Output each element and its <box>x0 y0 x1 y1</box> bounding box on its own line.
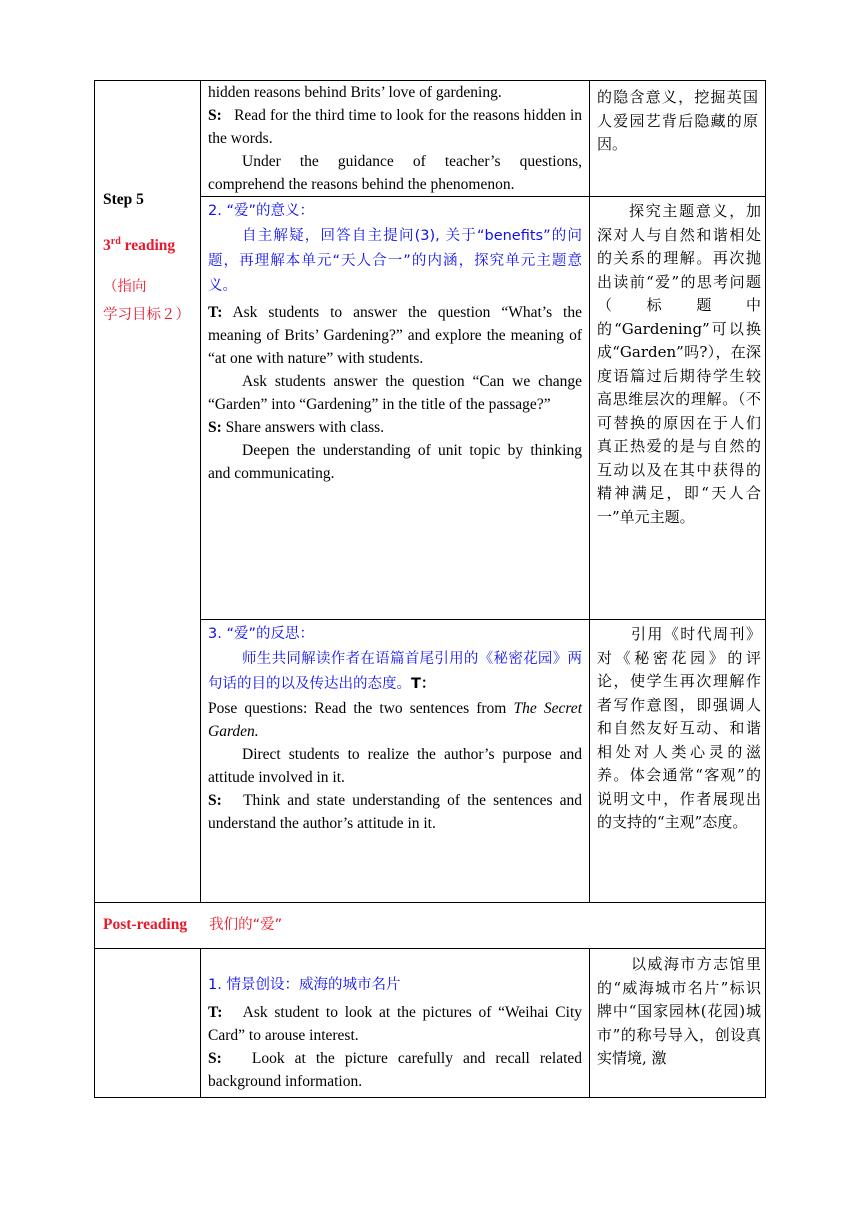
block3-teacher-activity: Pose questions: Read the two sentences from The Secret Garden. <box>208 700 582 740</box>
table-border-bottom <box>94 1097 766 1098</box>
post-reading-label: Post-reading <box>103 916 188 933</box>
step-label: Step 5 <box>103 191 144 208</box>
table-border-right <box>765 80 766 1098</box>
block3-content <box>208 622 582 835</box>
block3-teacher-label: T： <box>411 676 436 692</box>
block1-content <box>208 81 582 196</box>
row-divider-1 <box>200 196 766 197</box>
block2-student-activity: S: Share answers with class. <box>208 419 385 436</box>
block1-note: 的隐含意义，挖掘英国人爱园艺背后隐藏的原因。 <box>597 88 758 153</box>
block4-heading: 1. 情景创设：威海的城市名片 <box>208 977 401 993</box>
step-label-cell <box>103 188 198 327</box>
table-border-left <box>94 80 95 1098</box>
block3-note: 引用《时代周刊》对《秘密花园》的评论，使学生再次理解作者写作意图，即强调人和自然友好互动、和谐相处对人类心灵的滋养。体会通常“客观”的说明文中，作者展现出的支持的“主观”态度。 <box>597 625 761 831</box>
block2-teacher-activity-2: Ask students answer the question “Can we change “Garden” into “Gardening” in the title of the passage?” <box>208 373 582 413</box>
col-divider-2b <box>589 948 590 1098</box>
col-divider-1b <box>200 948 201 1098</box>
col-divider-2a <box>589 80 590 903</box>
block4-student-activity: S: Look at the picture carefully and recall related background information. <box>208 1050 583 1090</box>
block3-heading: 3. “爱”的反思： <box>208 626 314 642</box>
block2-teacher-activity: T: Ask students to answer the question “What’s the meaning of Brits’ Gardening?” and explore the meaning of “at one with nature” with students. <box>208 304 582 367</box>
learning-target-line1: （指向 <box>103 279 147 296</box>
block2-student-activity-2: Deepen the understanding of unit topic by thinking and communicating. <box>208 442 582 482</box>
row-divider-3 <box>94 902 766 903</box>
block3-cn-text: 师生共同解读作者在语篇首尾引用的《秘密花园》两句话的目的以及传达出的态度。T： <box>208 651 582 692</box>
block3-teacher-activity-2: Direct students to realize the author’s purpose and attitude involved in it. <box>208 746 582 786</box>
block2-content <box>208 199 582 485</box>
block4-teacher-activity: T: Ask student to look at the pictures of “Weihai City Card” to arouse interest. <box>208 1004 583 1044</box>
col-divider-1a <box>200 80 201 903</box>
learning-target-line2: 学习目标２） <box>103 307 190 324</box>
post-reading-title: 我们的“爱” <box>209 917 283 933</box>
block4-content <box>208 973 582 1093</box>
block2-cn-text: 自主解疑，回答自主提问(3), 关于“benefits”的问题，再理解本单元“天人合一”的内涵，探究单元主题意义。 <box>208 228 582 294</box>
block1-line1: hidden reasons behind Brits’ love of gardening. <box>208 84 502 101</box>
reading-label: 3rd reading <box>103 236 176 255</box>
block2-heading: 2. “爱”的意义： <box>208 203 314 219</box>
row-divider-4 <box>94 948 766 949</box>
block1-student-activity: S: Read for the third time to look for the reasons hidden in the words. <box>208 107 583 147</box>
row-divider-2 <box>200 619 766 620</box>
post-reading-row <box>103 913 753 937</box>
block1-guidance: Under the guidance of teacher’s questions, comprehend the reasons behind the phenomenon. <box>208 153 582 193</box>
block3-student-activity: S: Think and state understanding of the sentences and understand the author’s attitude in it. <box>208 792 583 832</box>
block2-note: 探究主题意义，加深对人与自然和谐相处的关系的理解。再次抛出读前“爱”的思考问题（标题中的“Gardening”可以换成“Garden”吗?），在深度语篇过后期待学生较高思维层次的理解。（不可替换的原因在于人们真正热爱的是与自然的互动以及在其中获得的精神满足，即“天人合一”单元主题。 <box>597 202 761 526</box>
block4-note: 以威海市方志馆里的“威海城市名片”标识牌中“国家园林(花园)城市”的称号导入，创设真实情境, 激 <box>597 955 761 1067</box>
